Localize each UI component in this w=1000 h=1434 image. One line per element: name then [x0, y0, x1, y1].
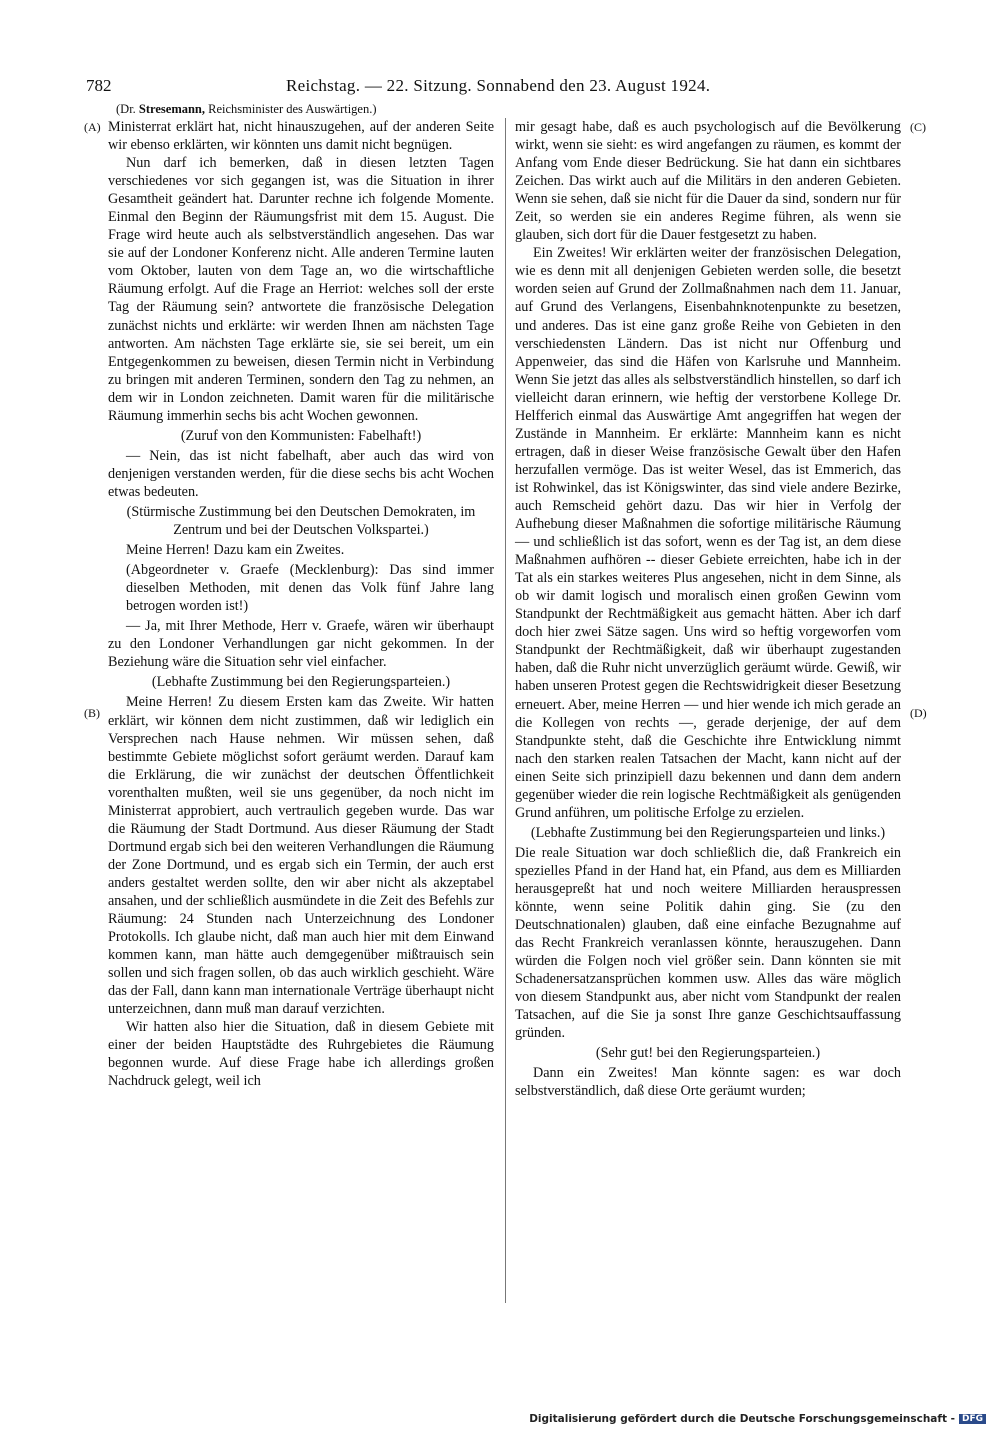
interjection: (Zuruf von den Kommunisten: Fabelhaft!) [180, 427, 422, 444]
paragraph: Meine Herren! Zu diesem Ersten kam das Zweite. Wir hatten erklärt, wir können dem nicht zustimmen, daß wir lediglich ein Versprechen nach Hause nehmen. Wir müssen sehen, daß bestimmte Gebiete möglichst sofort geräumt werden. Darauf kam die Erklärung, die wir zunächst der deutschen Öffentlichkeit vorenthalten mußten, weil sie uns gegenüber, da noch nicht im Ministerrat approbiert, auch vertraulich gegeben wurde. Das war die Räumung der Stadt Dortmund. Aus dieser Räumung der Stadt Dortmund ergab sich bei den weiteren Verhandlungen die Räumung der Zone Dortmund, und es ergab sich ein Termin, der auch erst anders gestaltet werden sollte, den wir aber nicht als akzeptabel ansahen, und der schließlich ausmündete in die Zeit des Befehls zur Räumung: 24 Stunden nach Unterzeichnung des Londoner Protokolls. Ich glaube nicht, daß man auch hier mit dem Einwand kommen kann, man hätte auch demgegenüber mißtrauisch sein sollen und sich fragen sollen, ob das auch wirklich geschieht. Wäre das der Fall, dann kann man internationale Verträge überhaupt nicht unterzeichnen, dann muß man darauf verzichten. [108, 694, 494, 1018]
paragraph: mir gesagt habe, daß es auch psychologisch auf die Bevölkerung wirkt, wenn sie sieht: es wird angefangen zu räumen, es kommt der Anfang vom Ende dieser Bedrückung. Sie hat dann ein sichtbares Zeichen. Das wirkt auch auf die Militärs in den anderen Gebieten. Wenn sie sehen, daß sie nicht für die Dauer da sind, sondern nur für Zeit, so werden sie ein anderes Regime führen, als wenn sie glauben, sich dort für die Dauer festgesetzt zu haben. [515, 119, 901, 244]
paragraph: Ministerrat erklärt hat, nicht hinauszugehen, auf der anderen Seite wir ebenso erklärten, wir könnten uns damit nicht begnügen. [108, 119, 494, 154]
left-column [108, 118, 494, 1090]
interjection: (Lebhafte Zustimmung bei den Regierungsparteien und links.) [530, 824, 886, 841]
page-number: 782 [86, 76, 112, 95]
interjection: (Stürmische Zustimmung bei den Deutschen Demokraten, im Zentrum und bei der Deutschen Volkspartei.) [126, 503, 476, 539]
running-title: Reichstag. — 22. Sitzung. Sonnabend den 23. August 1924. [286, 76, 711, 95]
interjection: (Lebhafte Zustimmung bei den Regierungsparteien.) [151, 674, 451, 691]
paragraph: Nun darf ich bemerken, daß in diesen letzten Tagen verschiedenes vor sich gegangen ist, was die Situation in ihrer Gesamtheit geändert hat. Darunter rechne ich folgende Momente. Einmal den Beginn der Räumungsfrist mit dem 15. August. Die Frage wird heute auch als selbstverständlich angesehen. Das war sie auf der Londoner Konferenz nicht. Alle anderen Termine lauten vom Oktober, lauten von dem Tage an, wo die wirtschaftliche Räumung erfolgt. Auf die Frage an Herriot: welches soll der erste Tag der Räumung sein? antwortete die französische Delegation zunächst nichts und erklärte: wir werden Ihnen am nächsten Tage antworten. Am nächsten Tage erklärte sie, sie sei bereit, um ein Entgegenkommen zu beweisen, diesen Termin nicht in Verbindung zu bringen mit anderen Terminen, sondern den Tag zu nehmen, an dem wir in London zeichneten. Damit waren für die militärische Räumung immerhin sechs bis acht Wochen gewonnen. [108, 155, 494, 424]
margin-marker-b: (B) [84, 706, 100, 720]
column-divider [505, 118, 506, 1303]
footer-text: Digitalisierung gefördert durch die Deutsche Forschungsgemeinschaft - [529, 1413, 955, 1425]
speaker-prefix: (Dr. [116, 102, 139, 116]
paragraph: Dann ein Zweites! Man könnte sagen: es war doch selbstverständlich, daß diese Orte geräumt wurden; [515, 1065, 901, 1100]
paragraph: Wir hatten also hier die Situation, daß in diesem Gebiete mit einer der beiden Hauptstädte des Ruhrgebietes die Räumung begonnen wurde. Auf diese Frage habe ich allerdings großen Nachdruck gelegt, weil ich [108, 1019, 494, 1090]
right-column [515, 118, 901, 1101]
digitization-footer [529, 1413, 986, 1425]
paragraph: Die reale Situation war doch schließlich die, daß Frankreich ein spezielles Pfand in der Hand hat, ein Pfand, aus dem es Milliarden herausgepreßt hat und noch weitere Milliarden herauspressen könnte, wenn seine Politik dahin ging. Sie (zu den Deutschnationalen) glauben, daß eine einfache Bezugnahme auf das Recht Frankreich veranlassen könnte, herauszugehen. Dann würden die Folgen noch viel größer sein. Dann könnten sie mit Schadenersatzansprüchen kommen usw. Alles das wäre möglich von diesem Standpunkt aus, aber nicht vom Standpunkt der realen Tatsachen, auf die Sie ja sonst Ihre ganze Geschichtsauffassung gründen. [515, 844, 901, 1042]
page-header [86, 76, 736, 98]
margin-marker-d: (D) [910, 706, 927, 720]
margin-marker-c: (C) [910, 120, 926, 134]
paragraph: Ein Zweites! Wir erklärten weiter der französischen Delegation, wie es denn mit all denjenigen Gebieten werden solle, die besetzt worden seien auf Grund der Zollmaßnahmen nach dem 11. Januar, auf Grund des Verlangens, Eisenbahnknotenpunkte zu besetzen, und anderes. Das ist eine ganz große Reihe von Gebieten in den verschiedensten Ländern. Das ist nicht nur Offenburg und Appenweier, das sind die Häfen von Karlsruhe und Mannheim. Wenn Sie jetzt das alles als selbstverständlich hinstellen, so darf ich vielleicht daran erinnern, wie heftig der verstorbene Kollege Dr. Helfferich einmal das Auswärtige Amt angegriffen hat wegen der Zustände in Mannheim. Er erklärte: Mannheim kann es nicht ertragen, daß in dieser Weise französische Gewalt über den Hafen herzufallen vermöge. Das ist weiter Wesel, das ist Emmerich, das ist Rohwinkel, das ist Königswinter, das sind viele andere Bezirke, auch Remscheid gehört dazu. Das wir hier in Verfolg der Aufhebung dieser Maßnahmen die sofortige militärische Räumung — und schließlich ist das sofort, wenn es der Tag ist, an dem diese Maßnahmen aufhören -- dieser Gebiete erreichten, habe ich in der Tat als ein starkes weiteres Plus angesehen, nicht in dem Sinne, als ob wir damit logisch und moralisch einen großen Gewinn vom Standpunkt der Rechtmäßigkeit aus gemacht hätten. Aber ich darf doch hier zwei Sätze sagen. Uns wird so heftig vorgeworfen vom Standpunkt der Rechtmäßigkeit, daß wir überhaupt zugestanden haben, daß die Ruhr nicht unverzüglich geräumt würde. Gewiß, wir haben unseren Protest gegen die Rechtswidrigkeit dieser Besetzung erneuert. Aber, meine Herren — und hier wende ich mich gerade an die Kollegen von rechts —, gerade derjenige, der auf dem Standpunkte steht, daß die Geschichte ihre Entwicklung nimmt nach den starken realen Tatsachen der Macht, kann nicht auf der einen Seite sich prinzipiell dazu bekennen und dann dem andern gegenüber wieder die rein logische Rechtmäßigkeit als genügenden Grund anführen, um politische Erfolge zu erzielen. [515, 245, 901, 821]
interjection: (Sehr gut! bei den Regierungsparteien.) [595, 1045, 821, 1062]
paragraph: — Nein, das ist nicht fabelhaft, aber auch das wird von denjenigen verstanden werden, für die diese sechs bis acht Wochen etwas bedeuten. [108, 447, 494, 500]
speaker-role: Reichsminister des Auswärtigen.) [205, 102, 377, 116]
margin-marker-a: (A) [84, 120, 101, 134]
speaker-note [116, 102, 377, 117]
dfg-logo: DFG [959, 1414, 986, 1424]
interjection: (Abgeordneter v. Graefe (Mecklenburg): Das sind immer dieselben Methoden, mit denen das Volk fünf Jahre lang betrogen worden ist!) [126, 562, 494, 615]
speaker-name: Stresemann, [138, 102, 206, 116]
paragraph: — Ja, mit Ihrer Methode, Herr v. Graefe, wären wir überhaupt zu den Londoner Verhandlungen gar nicht gekommen. In der Beziehung wäre die Situation sehr viel einfacher. [108, 618, 494, 671]
paragraph: Meine Herren! Dazu kam ein Zweites. [126, 542, 345, 559]
